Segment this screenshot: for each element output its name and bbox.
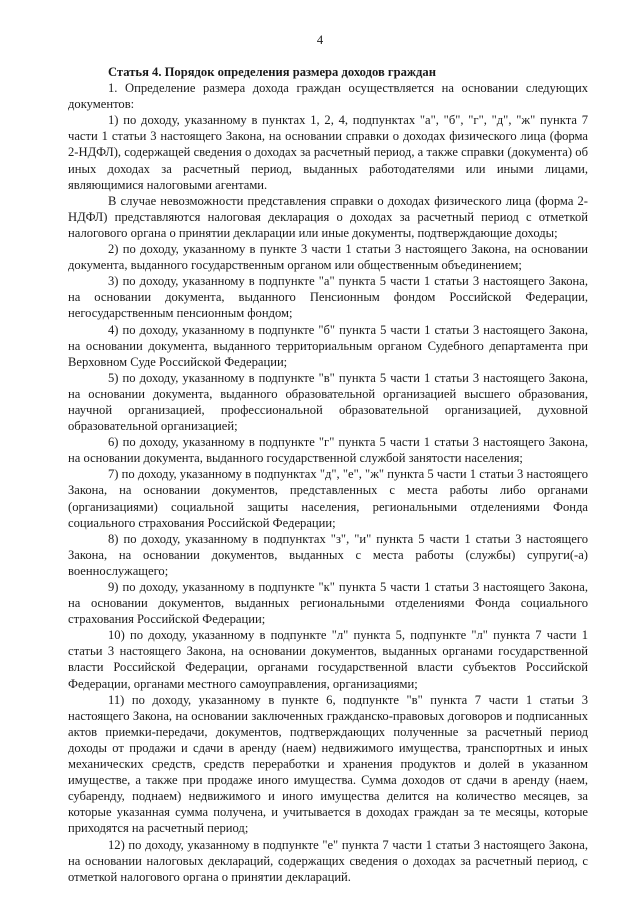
paragraph-item-2: 2) по доходу, указанному в пункте 3 части 1 статьи 3 настоящего Закона, на основании документа, выданного государственным органом или общественным объединением; bbox=[68, 242, 588, 273]
paragraph-item-12: 12) по доходу, указанному в подпункте "е" пункта 7 части 1 статьи 3 настоящего Закона, на основании налоговых деклараций, содержащих сведения о доходах за расчетный период, с отметкой налогового органа о принятии деклараций. bbox=[68, 837, 588, 884]
article-heading: Статья 4. Порядок определения размера доходов граждан bbox=[108, 65, 436, 79]
document-body bbox=[68, 64, 588, 885]
paragraph-item-8: 8) по доходу, указанному в подпунктах "з", "и" пункта 5 части 1 статьи 3 настоящего Закона, на основании документов, выданных с места работы (службы) супруги(-а) военнослужащего; bbox=[68, 531, 588, 578]
paragraph-item-9: 9) по доходу, указанному в подпункте "к" пункта 5 части 1 статьи 3 настоящего Закона, на основании документов, выданных региональными отделениями Фонда социального страхования Российской Федерации; bbox=[68, 580, 588, 627]
paragraph-intro: 1. Определение размера дохода граждан осуществляется на основании следующих документов: bbox=[68, 81, 588, 112]
page-number: 4 bbox=[316, 33, 324, 47]
paragraph-item-10: 10) по доходу, указанному в подпункте "л" пункта 5, подпункте "л" пункта 7 части 1 статьи 3 настоящего Закона, на основании документов, выданных органами государственной власти Российской Федерации, органами государственной власти субъектов Российской Федерации, органами местного самоуправления, организациями; bbox=[68, 628, 588, 691]
paragraph-item-1: 1) по доходу, указанному в пунктах 1, 2, 4, подпунктах "а", "б", "г", "д", "ж" пункта 7 части 1 статьи 3 настоящего Закона, на основании справки о доходах физического лица (форма 2-НДФЛ), содержащей сведения о доходах за расчетный период, а также справки (документа) об иных доходах за расчетный период, выданных работодателями или иными лицами, являющимися налоговыми агентами. bbox=[68, 113, 588, 192]
paragraph-item-7: 7) по доходу, указанному в подпунктах "д", "е", "ж" пункта 5 части 1 статьи 3 настоящего Закона, на основании документов, представленных с места работы либо органами (организациями) социальной защиты населения, региональными отделениями Фонда социального страхования Российской Федерации; bbox=[68, 467, 588, 530]
paragraph-item-11: 11) по доходу, указанному в пункте 6, подпункте "в" пункта 7 части 1 статьи 3 настоящего Закона, на основании заключенных гражданско-правовых договоров и подписанных актов приемки-передачи, документов, подтверждающих полученные за расчетный период доходы от продажи и сдачи в аренду (наем) недвижимого имущества, транспортных и иных механических средств, средств переработки и хранения продуктов и долей в указанном имуществе, а также при продаже иного имущества. Сумма доходов от сдачи в аренду (наем, субаренду, поднаем) недвижимого и иного имущества делится на количество месяцев, за которые указанная сумма получена, и учитывается в доходах граждан за те месяцы, которые приходятся на расчетный период; bbox=[68, 692, 588, 836]
paragraph-item-1-note: В случае невозможности представления справки о доходах физического лица (форма 2-НДФЛ) представляются налоговая декларация о доходах за расчетный период с отметкой налогового органа о принятии декларации или иные документы, подтверждающие доходы; bbox=[68, 193, 588, 240]
paragraph-item-3: 3) по доходу, указанному в подпункте "а" пункта 5 части 1 статьи 3 настоящего Закона, на основании документа, выданного Пенсионным фондом Российской Федерации, негосударственным пенсионным фондом; bbox=[68, 274, 588, 321]
paragraph-item-4: 4) по доходу, указанному в подпункте "б" пункта 5 части 1 статьи 3 настоящего Закона, на основании документа, выданного территориальным органом Судебного департамента при Верховном Суде Российской Федерации; bbox=[68, 322, 588, 369]
paragraph-item-5: 5) по доходу, указанному в подпункте "в" пункта 5 части 1 статьи 3 настоящего Закона, на основании документа, выданного образовательной организацией высшего образования, научной организацией, профессиональной образовательной организацией, духовной образовательной организацией; bbox=[68, 370, 588, 434]
paragraph-item-6: 6) по доходу, указанному в подпункте "г" пункта 5 части 1 статьи 3 настоящего Закона, на основании документа, выданного государственной службой занятости населения; bbox=[68, 435, 588, 466]
